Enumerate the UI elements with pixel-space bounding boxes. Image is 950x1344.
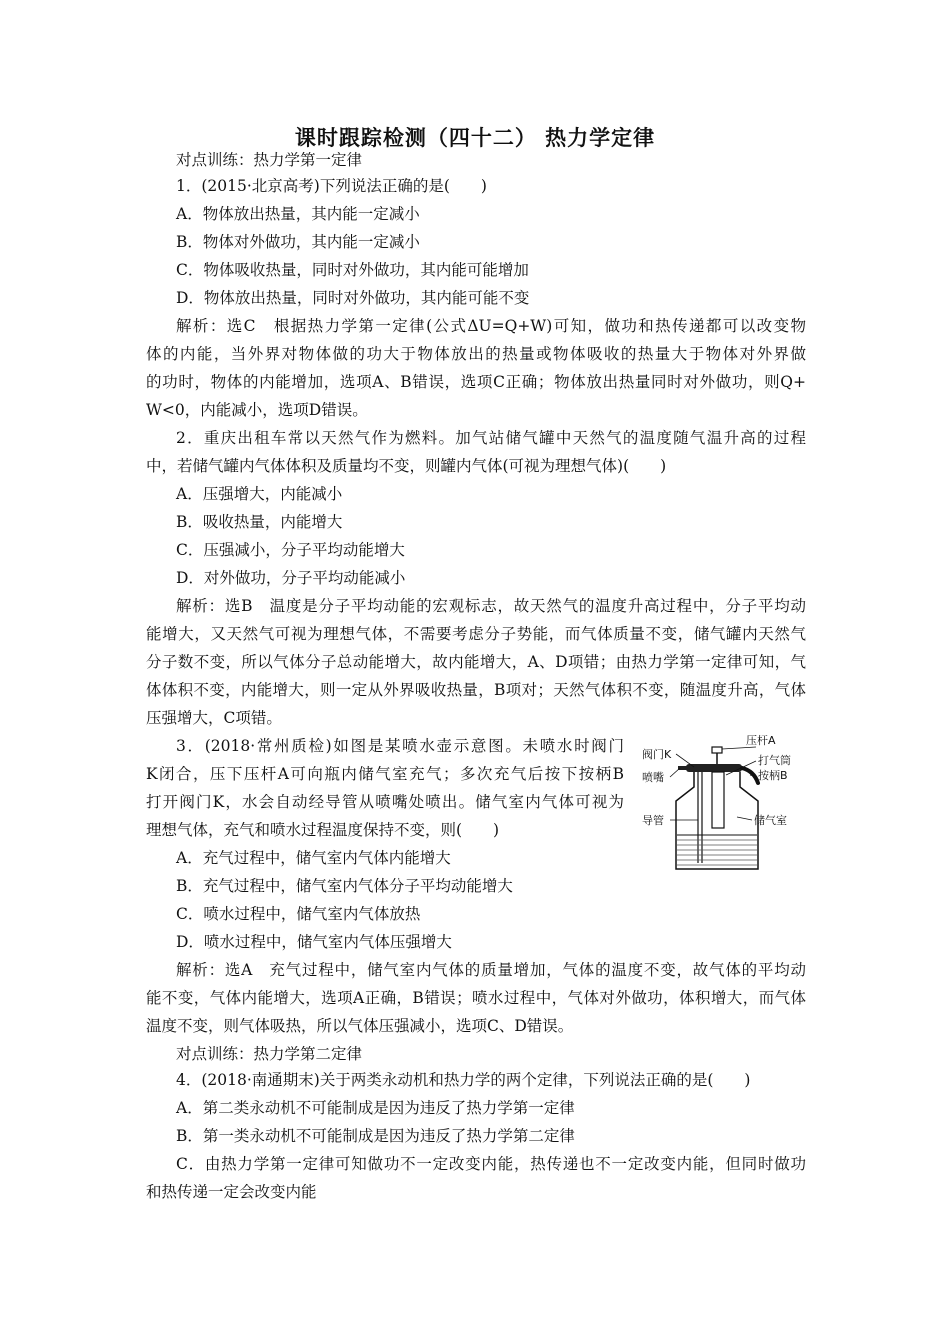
q4-option-b: B．第一类永动机不可能制成是因为违反了热力学第二定律	[176, 1127, 575, 1145]
water	[677, 835, 757, 865]
q3-option-a: A．充气过程中，储气室内气体内能增大	[176, 849, 451, 867]
label-handle: 按柄B	[758, 769, 788, 782]
q3-solution-line: 温度不变，则气体吸热，所以气体压强减小，选项C、D错误。	[146, 1017, 574, 1035]
label-nozzle: 喷嘴	[642, 771, 664, 784]
q3-stem: 打开阀门K，水会自动经导管从喷嘴处喷出。储气室内气体可视为	[146, 793, 624, 811]
q2-solution-line: 解析：选B 温度是分子平均动能的宏观标志，故天然气的温度升高过程中，分子平均动	[176, 597, 806, 615]
q3-solution-line: 能不变，气体内能增大，选项A正确，B错误；喷水过程中，气体对外做功，体积增大，而气体	[146, 989, 806, 1007]
q1-stem: 1．(2015·北京高考)下列说法正确的是( )	[176, 177, 487, 195]
q2-option-b: B．吸收热量，内能增大	[176, 513, 343, 531]
sprayer-head	[686, 764, 742, 772]
q2-stem: 2．重庆出租车常以天然气作为燃料。加气站储气罐中天然气的温度随气温升高的过程	[176, 429, 806, 447]
q2-solution-line: 能增大，又天然气可视为理想气体，不需要考虑分子势能，而气体质量不变，储气罐内天然气	[146, 625, 806, 643]
q4-stem: 4．(2018·南通期末)关于两类永动机和热力学的两个定律，下列说法正确的是( )	[176, 1071, 751, 1089]
q4-option-c: C．由热力学第一定律可知做功不一定改变内能，热传递也不一定改变内能，但同时做功	[176, 1155, 806, 1173]
pump-cylinder	[712, 772, 724, 828]
q3-option-d: D．喷水过程中，储气室内气体压强增大	[176, 933, 452, 951]
label-rod: 压杆A	[746, 734, 776, 747]
q1-solution-line: 解析：选C 根据热力学第一定律(公式ΔU=Q+W)可知，做功和热传递都可以改变物	[176, 317, 806, 335]
q1-solution-line: W<0，内能减小，选项D错误。	[146, 401, 368, 419]
q1-option-b: B．物体对外做功，其内能一定减小	[176, 233, 420, 251]
handle-b	[742, 768, 758, 783]
section-heading-first-law: 对点训练：热力学第一定律	[176, 151, 363, 169]
section-heading-second-law: 对点训练：热力学第二定律	[176, 1045, 363, 1063]
q2-option-d: D．对外做功，分子平均动能减小	[176, 569, 406, 587]
label-pump: 打气筒	[758, 754, 791, 767]
q4-option-c-continued: 和热传递一定会改变内能	[146, 1183, 317, 1201]
q3-solution-line: 解析：选A 充气过程中，储气室内气体的质量增加，气体的温度不变，故气体的平均动	[176, 961, 806, 979]
q3-option-c: C．喷水过程中，储气室内气体放热	[176, 905, 421, 923]
q1-option-d: D．物体放出热量，同时对外做功，其内能可能不变	[176, 289, 530, 307]
q3-stem: 理想气体，充气和喷水过程温度保持不变，则( )	[146, 821, 500, 839]
q1-option-c: C．物体吸收热量，同时对外做功，其内能可能增加	[176, 261, 529, 279]
spray-bottle-diagram	[642, 731, 802, 873]
q1-option-a: A．物体放出热量，其内能一定减小	[176, 205, 420, 223]
q4-option-a: A．第二类永动机不可能制成是因为违反了热力学第一定律	[176, 1099, 575, 1117]
q1-solution-line: 的功时，物体的内能增加，选项A、B错误，选项C正确；物体放出热量同时对外做功，则Q+	[146, 373, 806, 391]
label-valve: 阀门K	[642, 748, 672, 761]
q3-stem: K闭合，压下压杆A可向瓶内储气室充气；多次充气后按下按柄B	[146, 765, 624, 783]
page-title: 课时跟踪检测（四十二） 热力学定律	[294, 125, 656, 150]
q2-solution-line: 压强增大，C项错。	[146, 709, 282, 727]
q3-option-b: B．充气过程中，储气室内气体分子平均动能增大	[176, 877, 513, 895]
rod-knob	[712, 747, 722, 753]
q2-option-a: A．压强增大，内能减小	[176, 485, 343, 503]
q2-stem: 中，若储气罐内气体体积及质量均不变，则罐内气体(可视为理想气体)( )	[146, 457, 667, 475]
label-tube: 导管	[642, 814, 664, 827]
q2-solution-line: 体体积不变，内能增大，则一定从外界吸收热量，B项对；天然气体积不变，随温度升高，气体	[146, 681, 806, 699]
q3-stem: 3．(2018·常州质检)如图是某喷水壶示意图。未喷水时阀门	[176, 737, 624, 755]
q1-solution-line: 体的内能，当外界对物体做的功大于物体放出的热量或物体吸收的热量大于物体对外界做	[146, 345, 806, 363]
label-chamber: 储气室	[754, 814, 787, 827]
q2-option-c: C．压强减小，分子平均动能增大	[176, 541, 405, 559]
q2-solution-line: 分子数不变，所以气体分子总动能增大，故内能增大，A、D项错；由热力学第一定律可知，气	[146, 653, 806, 671]
